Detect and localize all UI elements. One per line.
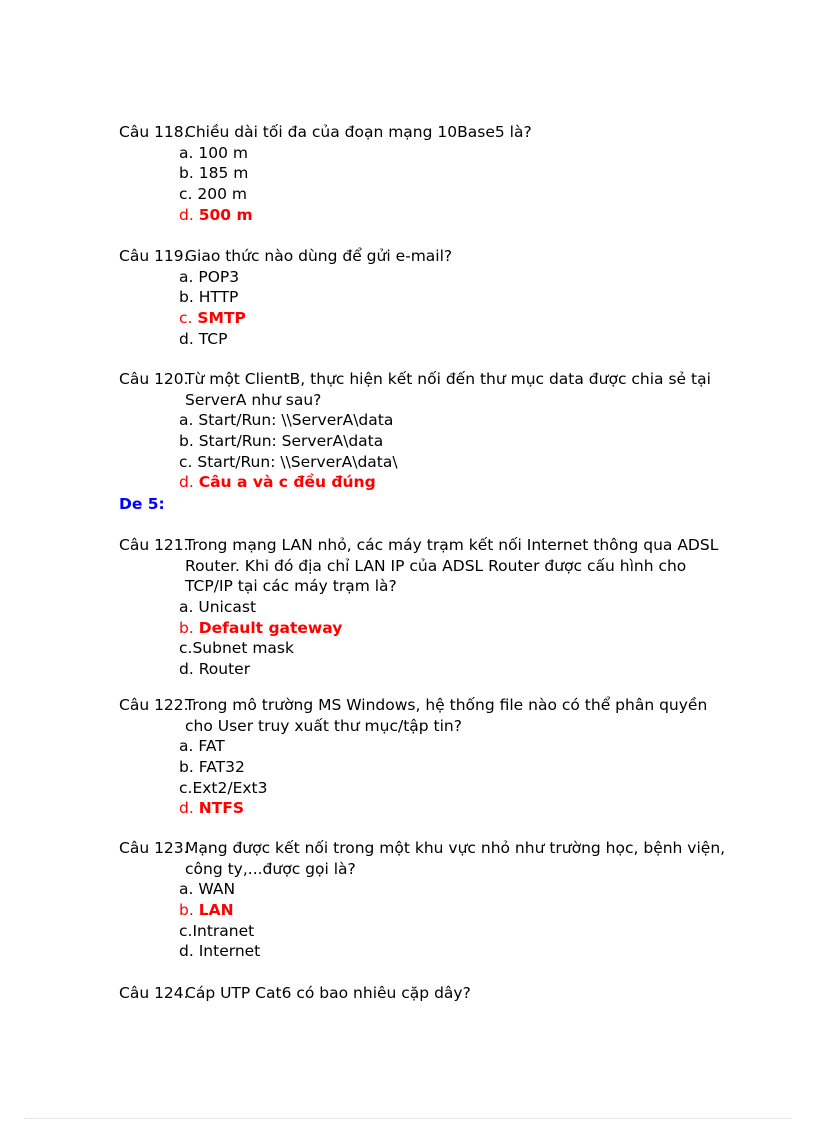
question-118 — [119, 122, 719, 225]
question-119 — [119, 246, 719, 349]
option-a: a. WAN — [179, 880, 236, 899]
question-number: Câu 121. — [119, 536, 189, 554]
question-header — [119, 369, 719, 390]
option-d-correct: d. NTFS — [179, 799, 245, 818]
question-124 — [119, 983, 719, 1004]
question-number: Câu 124. — [119, 984, 189, 1002]
question-number: Câu 118. — [119, 123, 189, 141]
option-b-correct: b. Default gateway — [179, 618, 343, 637]
question-text: Chiều dài tối đa của đoạn mạng 10Base5 là? — [185, 123, 532, 141]
question-text: Trong mạng LAN nhỏ, các máy trạm kết nối Internet thông qua ADSL — [185, 536, 719, 554]
question-text: Giao thức nào dùng để gửi e-mail? — [185, 247, 453, 265]
question-header — [119, 535, 719, 556]
question-122 — [119, 695, 719, 819]
option-d: d. Router — [179, 660, 251, 679]
question-text: Trong mô trường MS Windows, hệ thống file nào có thể phân quyền — [185, 696, 708, 714]
question-number: Câu 120. — [119, 370, 189, 388]
question-number: Câu 122. — [119, 696, 189, 714]
question-121 — [119, 535, 719, 680]
question-text-continued: ServerA như sau? — [185, 390, 322, 409]
option-a: a. Unicast — [179, 598, 257, 617]
option-d: d. TCP — [179, 329, 228, 348]
option-b-correct: b. LAN — [179, 901, 234, 920]
section-heading: De 5: — [119, 495, 165, 513]
question-header — [119, 983, 719, 1004]
option-b: b. 185 m — [179, 164, 249, 183]
page-bottom-divider — [24, 1118, 792, 1119]
option-a: a. 100 m — [179, 143, 248, 162]
option-c: c.Intranet — [179, 921, 255, 940]
question-header — [119, 122, 719, 143]
option-c: c. Start/Run: \\ServerA\data\ — [179, 452, 398, 471]
question-header — [119, 246, 719, 267]
question-number: Câu 119. — [119, 247, 189, 265]
option-b: b. Start/Run: ServerA\data — [179, 432, 384, 451]
option-c: c.Ext2/Ext3 — [179, 778, 268, 797]
question-text-continued: công ty,...được gọi là? — [185, 859, 356, 878]
option-b: b. FAT32 — [179, 758, 245, 777]
question-text-continued: cho User truy xuất thư mục/tập tin? — [185, 716, 462, 735]
question-text-continued: TCP/IP tại các máy trạm là? — [185, 577, 397, 596]
option-d-correct: d. 500 m — [179, 205, 253, 224]
question-120 — [119, 369, 719, 493]
question-123 — [119, 838, 726, 962]
option-c: c.Subnet mask — [179, 639, 294, 658]
option-c-correct: c. SMTP — [179, 309, 246, 328]
option-a: a. FAT — [179, 737, 225, 756]
question-text: Cáp UTP Cat6 có bao nhiêu cặp dây? — [185, 984, 471, 1002]
option-a: a. POP3 — [179, 267, 240, 286]
question-text: Từ một ClientB, thực hiện kết nối đến thư mục data được chia sẻ tại — [185, 370, 711, 388]
question-text-continued: Router. Khi đó địa chỉ LAN IP của ADSL Router được cấu hình cho — [185, 556, 687, 575]
question-header — [119, 695, 719, 716]
question-number: Câu 123. — [119, 839, 189, 857]
option-d: d. Internet — [179, 942, 261, 961]
option-b: b. HTTP — [179, 288, 239, 307]
option-a: a. Start/Run: \\ServerA\data — [179, 411, 394, 430]
question-header — [119, 838, 726, 859]
option-c: c. 200 m — [179, 185, 248, 204]
question-text: Mạng được kết nối trong một khu vực nhỏ như trường học, bệnh viện, — [185, 839, 726, 857]
option-d-correct: d. Câu a và c đều đúng — [179, 473, 376, 492]
